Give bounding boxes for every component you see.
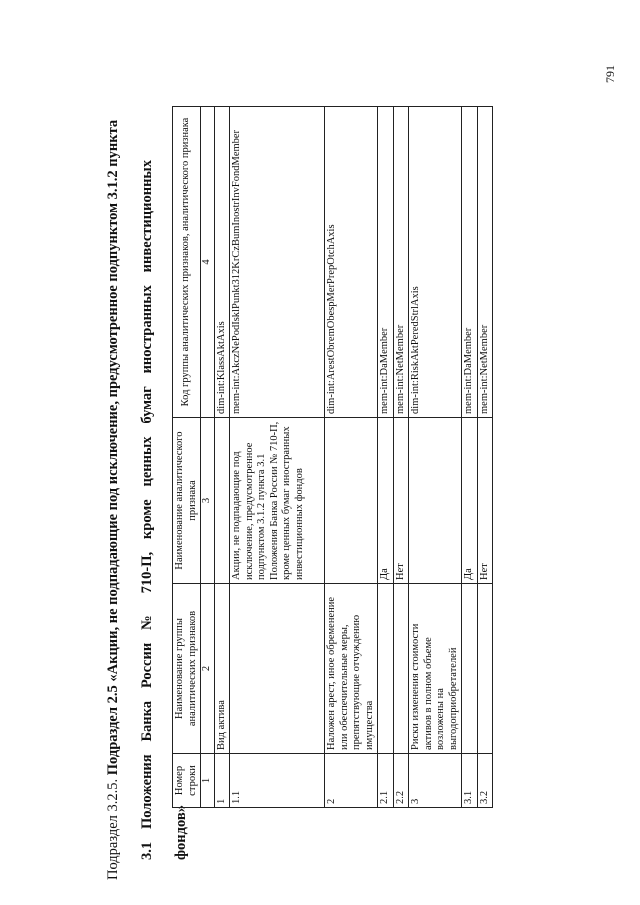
column-number: 1 xyxy=(201,754,215,808)
code: dim-int:ArestObremObespMerPrepOtchAxis xyxy=(325,107,378,418)
code: mem-int:DaMember xyxy=(462,107,478,418)
column-header: Наименование аналитического признака xyxy=(173,418,201,584)
table-row xyxy=(230,107,325,808)
column-number-row xyxy=(201,107,215,808)
table-row xyxy=(462,107,478,808)
feature-name: Да xyxy=(462,418,478,584)
table-row xyxy=(378,107,394,808)
row-number: 2 xyxy=(325,754,378,808)
group-name: Вид актива xyxy=(214,584,230,754)
column-header: Номер строки xyxy=(173,754,201,808)
heading-line-2: 3.1 Положения Банка России № 710-П, кроме ценных бумаг иностранных инвестиционных xyxy=(139,160,155,860)
column-number: 2 xyxy=(201,584,215,754)
group-name: Риски изменения стоимости активов в полном объеме возложены на выгодоприобретателей xyxy=(409,584,462,754)
code: mem-int:AkczNePodIsklPunkt312KrCzBumInostrInvFondMember xyxy=(230,107,325,418)
heading-title-start: Подраздел 2.5 «Акции, не подпадающие под исключение, предусмотренное подпунктом 3.1.2 пункта xyxy=(105,119,121,776)
row-number: 3.2 xyxy=(477,754,493,808)
feature-name: Нет xyxy=(393,418,409,584)
row-number: 3 xyxy=(409,754,462,808)
page-number: 791 xyxy=(603,65,617,83)
table-row xyxy=(477,107,493,808)
feature-name: Нет xyxy=(477,418,493,584)
heading-line-1 xyxy=(96,119,130,880)
table-header-row xyxy=(173,107,201,808)
column-header: Код группы аналитических признаков, аналитического признака xyxy=(173,107,201,418)
row-number: 1 xyxy=(214,754,230,808)
row-number: 1.1 xyxy=(230,754,325,808)
code: dim-int:KlassAktAxis xyxy=(214,107,230,418)
table-row xyxy=(393,107,409,808)
code: mem-int:NetMember xyxy=(393,107,409,418)
code: mem-int:DaMember xyxy=(378,107,394,418)
column-header: Наименование группы аналитических признаков xyxy=(173,584,201,754)
column-number: 4 xyxy=(201,107,215,418)
feature-name xyxy=(214,418,230,584)
feature-name xyxy=(325,418,378,584)
feature-name xyxy=(409,418,462,584)
group-name xyxy=(230,584,325,754)
table-row xyxy=(409,107,462,808)
heading-line-3: фондов» xyxy=(173,805,189,860)
group-name: Наложен арест, иное обременение или обеспечительные меры, препятствующие отчуждению имущества xyxy=(325,584,378,754)
row-number: 3.1 xyxy=(462,754,478,808)
feature-name: Акции, не подпадающие под исключение, предусмотренное подпунктом 3.1.2 пункта 3.1 Положения Банка России № 710-П, кроме ценных бумаг иностранных инвестиционных фондов xyxy=(230,418,325,584)
column-number: 3 xyxy=(201,418,215,584)
table-row xyxy=(325,107,378,808)
table-row xyxy=(214,107,230,808)
analytics-table xyxy=(172,106,493,808)
row-number: 2.1 xyxy=(378,754,394,808)
group-name xyxy=(378,584,394,754)
row-number: 2.2 xyxy=(393,754,409,808)
code: dim-int:RiskAktPeredStrlAxis xyxy=(409,107,462,418)
group-name xyxy=(393,584,409,754)
heading-prefix: Подраздел 3.2.5. xyxy=(105,775,121,880)
group-name xyxy=(477,584,493,754)
feature-name: Да xyxy=(378,418,394,584)
group-name xyxy=(462,584,478,754)
code: mem-int:NetMember xyxy=(477,107,493,418)
